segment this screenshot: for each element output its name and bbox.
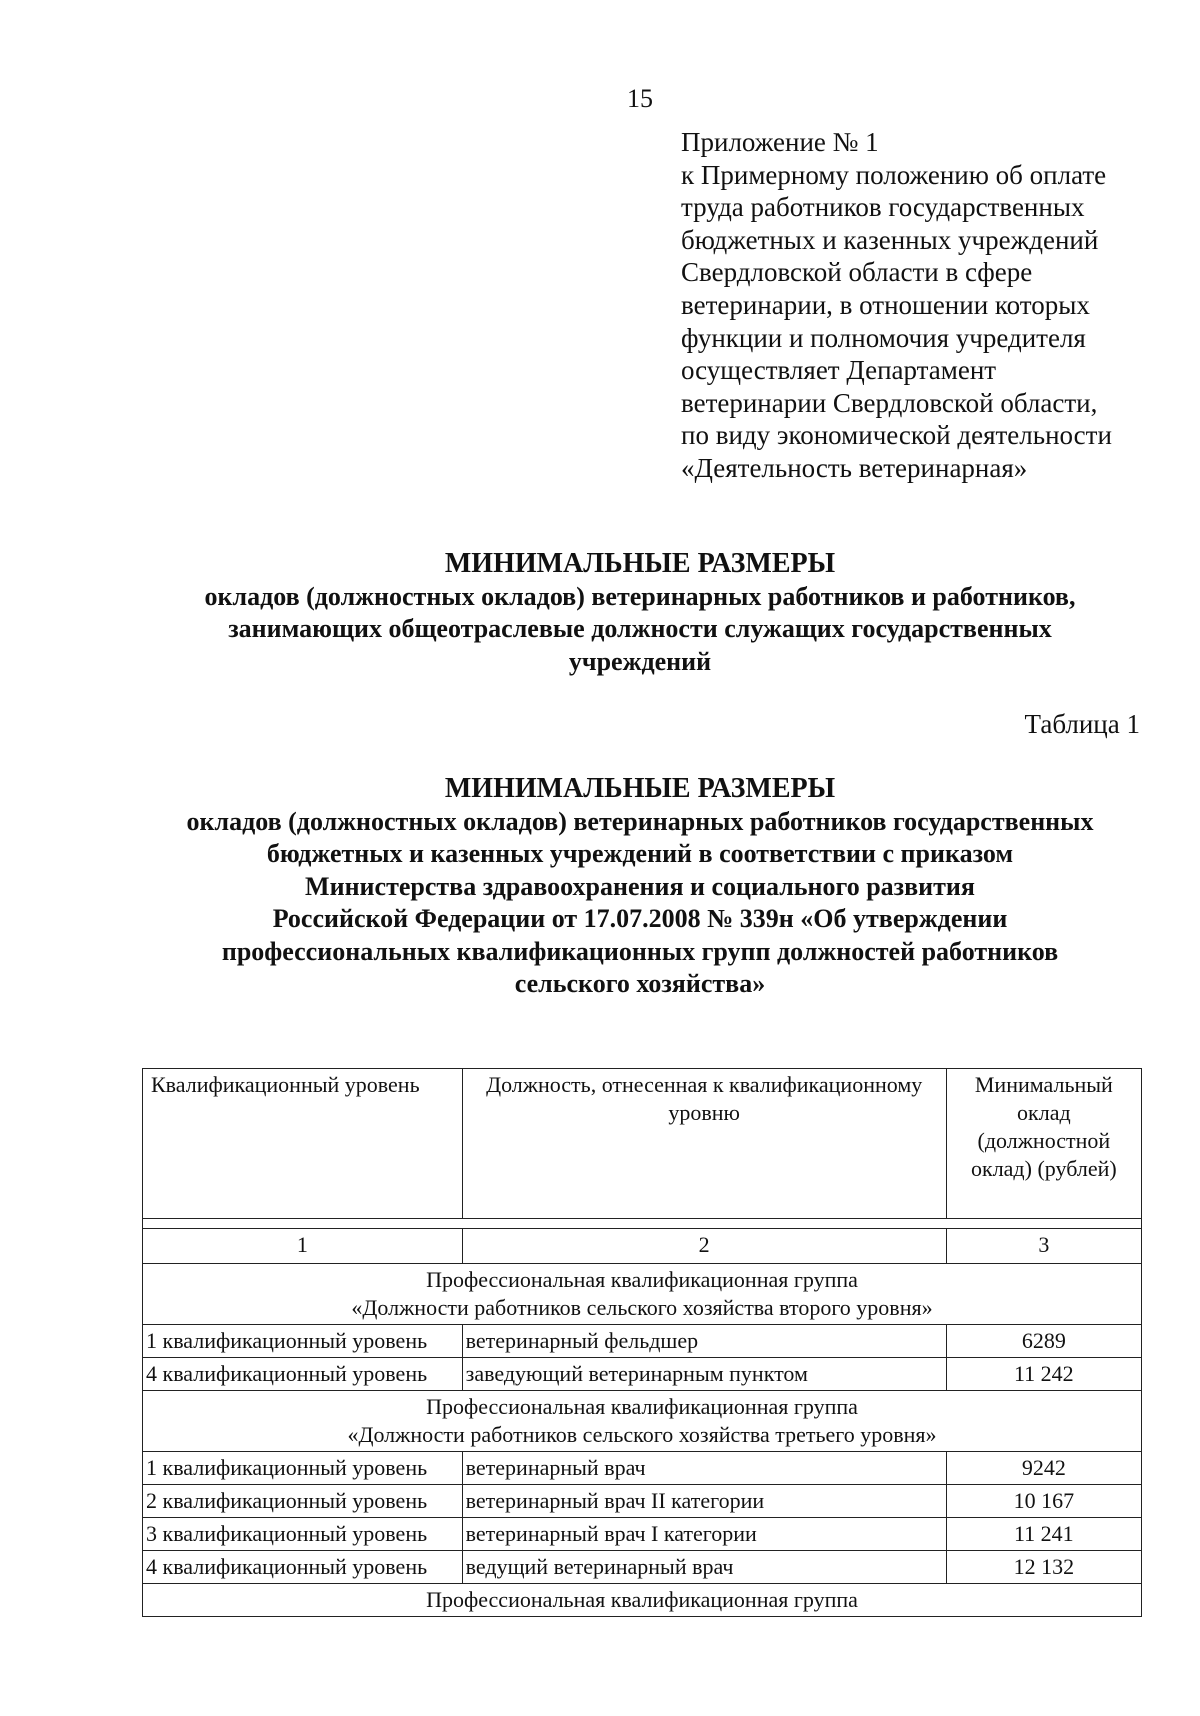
- table-row: [143, 1518, 1142, 1551]
- appendix-line: осуществляет Департамент: [681, 355, 997, 386]
- heading-line: Министерства здравоохранения и социального развития: [305, 871, 975, 901]
- cell-position: ветеринарный врач I категории: [462, 1518, 946, 1551]
- cell-level: 1 квалификационный уровень: [143, 1325, 463, 1358]
- header-qualification-level: Квалификационный уровень: [143, 1069, 463, 1219]
- cell-position: заведующий ветеринарным пунктом: [462, 1358, 946, 1391]
- group-title: Профессиональная квалификационная группа: [426, 1394, 858, 1419]
- cell-position: ветеринарный фельдшер: [462, 1325, 946, 1358]
- table-row: [143, 1485, 1142, 1518]
- heading-line: окладов (должностных окладов) ветеринарных работников государственных: [186, 806, 1094, 836]
- heading-line: занимающих общеотраслевые должности служащих государственных: [228, 614, 1052, 643]
- group-header-row: [143, 1391, 1142, 1452]
- heading-line: профессиональных квалификационных групп должностей работников: [221, 936, 1059, 966]
- heading-line: бюджетных и казенных учреждений в соответствии с приказом: [266, 839, 1014, 868]
- group-title: Профессиональная квалификационная группа: [426, 1587, 858, 1612]
- column-number: 3: [946, 1229, 1141, 1264]
- cell-level: 4 квалификационный уровень: [143, 1358, 463, 1391]
- header-position: Должность, отнесенная к квалификационному уровню: [462, 1069, 946, 1219]
- cell-level: 4 квалификационный уровень: [143, 1551, 463, 1584]
- table-separator: [143, 1219, 1142, 1229]
- cell-salary: 6289: [946, 1325, 1141, 1358]
- cell-position: ветеринарный врач: [462, 1452, 946, 1485]
- column-number: 2: [462, 1229, 946, 1264]
- appendix-line: «Деятельность ветеринарная»: [681, 452, 1028, 483]
- heading-title: МИНИМАЛЬНЫЕ РАЗМЕРЫ: [444, 548, 836, 579]
- cell-salary: 11 241: [946, 1518, 1141, 1551]
- heading-line: учреждений: [568, 646, 712, 676]
- cell-salary: 12 132: [946, 1551, 1141, 1584]
- heading-line: сельского хозяйства»: [514, 969, 766, 998]
- column-number: 1: [143, 1229, 463, 1264]
- appendix-line: бюджетных и казенных учреждений: [681, 224, 1099, 255]
- group-header-row: [143, 1584, 1142, 1617]
- cell-level: 2 квалификационный уровень: [143, 1485, 463, 1518]
- appendix-line: ветеринарии, в отношении которых: [681, 289, 1090, 320]
- appendix-line: по виду экономической деятельности: [681, 420, 1112, 451]
- salary-table: [142, 1068, 1142, 1617]
- group-subtitle: «Должности работников сельского хозяйства второго уровня»: [351, 1295, 933, 1320]
- column-number-row: [143, 1229, 1142, 1264]
- heading-line: Российской Федерации от 17.07.2008 № 339н «Об утверждении: [272, 904, 1008, 933]
- group-subtitle: «Должности работников сельского хозяйства третьего уровня»: [347, 1422, 937, 1447]
- appendix-line: труда работников государственных: [681, 192, 1085, 223]
- cell-level: 3 квалификационный уровень: [143, 1518, 463, 1551]
- appendix-line: ветеринарии Свердловской области,: [681, 387, 1098, 418]
- table-heading: [130, 773, 1150, 1001]
- cell-salary: 9242: [946, 1452, 1141, 1485]
- cell-position: ведущий ветеринарный врач: [462, 1551, 946, 1584]
- cell-level: 1 квалификационный уровень: [143, 1452, 463, 1485]
- appendix-line: Свердловской области в сфере: [681, 257, 1033, 288]
- appendix-line: к Примерному положению об оплате: [681, 159, 1107, 190]
- heading-title: МИНИМАЛЬНЫЕ РАЗМЕРЫ: [444, 773, 836, 804]
- appendix-line: функции и полномочия учредителя: [681, 322, 1086, 353]
- cell-position: ветеринарный врач II категории: [462, 1485, 946, 1518]
- table-row: [143, 1325, 1142, 1358]
- heading-line: окладов (должностных окладов) ветеринарных работников и работников,: [204, 581, 1076, 611]
- cell-salary: 11 242: [946, 1358, 1141, 1391]
- page-number: 15: [627, 84, 653, 113]
- group-header-row: [143, 1264, 1142, 1325]
- table-header-row: [143, 1069, 1142, 1219]
- table-label: Таблица 1: [1024, 709, 1140, 739]
- document-heading: [130, 548, 1150, 678]
- group-title: Профессиональная квалификационная группа: [426, 1267, 858, 1292]
- header-min-salary: Минимальный оклад (должностной оклад) (рублей): [946, 1069, 1141, 1219]
- cell-salary: 10 167: [946, 1485, 1141, 1518]
- table-row: [143, 1551, 1142, 1584]
- table-row: [143, 1452, 1142, 1485]
- table-row: [143, 1358, 1142, 1391]
- appendix-block: [681, 126, 1161, 485]
- appendix-line: Приложение № 1: [681, 127, 879, 157]
